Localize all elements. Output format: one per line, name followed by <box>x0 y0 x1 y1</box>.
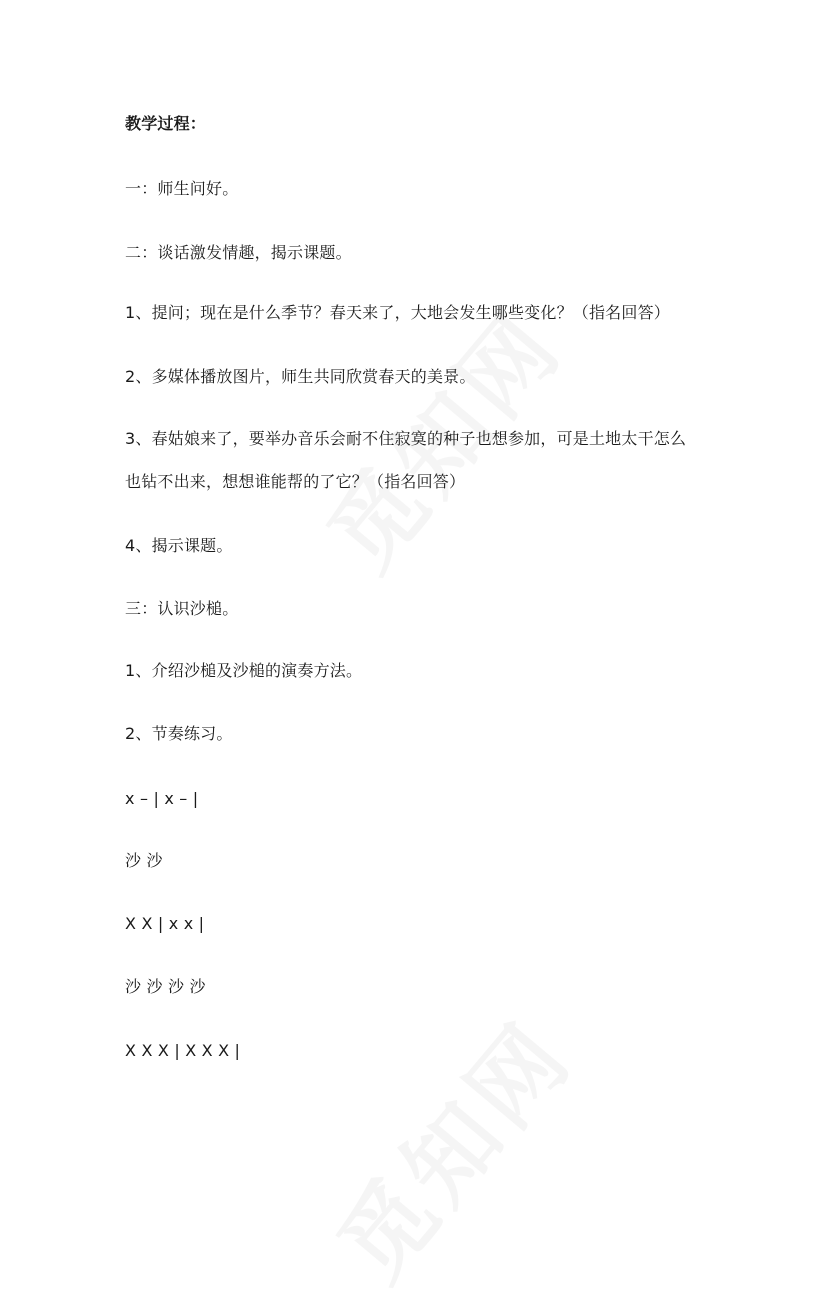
section-heading: 教学过程： <box>125 114 207 133</box>
text-line: 3、春姑娘来了，要举办音乐会耐不住寂寞的种子也想参加，可是土地太干怎么 <box>125 429 687 448</box>
text-line: 4、揭示课题。 <box>125 536 233 555</box>
text-line: 也钻不出来，想想谁能帮的了它？（指名回答） <box>125 472 466 491</box>
watermark <box>303 989 597 1303</box>
rhythm-notation: x – | x – | <box>125 789 199 808</box>
text-line: 二：谈话激发情趣，揭示课题。 <box>125 243 352 262</box>
rhythm-notation: X X | x x | <box>125 914 205 933</box>
text-line: 一：师生问好。 <box>125 179 239 198</box>
text-line: 1、介绍沙槌及沙槌的演奏方法。 <box>125 661 363 680</box>
text-line: 2、多媒体播放图片，师生共同欣赏春天的美景。 <box>125 367 476 386</box>
text-line: 2、节奏练习。 <box>125 724 233 743</box>
rhythm-lyrics: 沙 沙 沙 沙 <box>125 977 206 996</box>
text-line: 1、提问；现在是什么季节？春天来了，大地会发生哪些变化？（指名回答） <box>125 303 670 322</box>
text-line: 三：认识沙槌。 <box>125 599 239 618</box>
rhythm-lyrics: 沙 沙 <box>125 851 163 870</box>
rhythm-notation: X X X | X X X | <box>125 1041 241 1060</box>
